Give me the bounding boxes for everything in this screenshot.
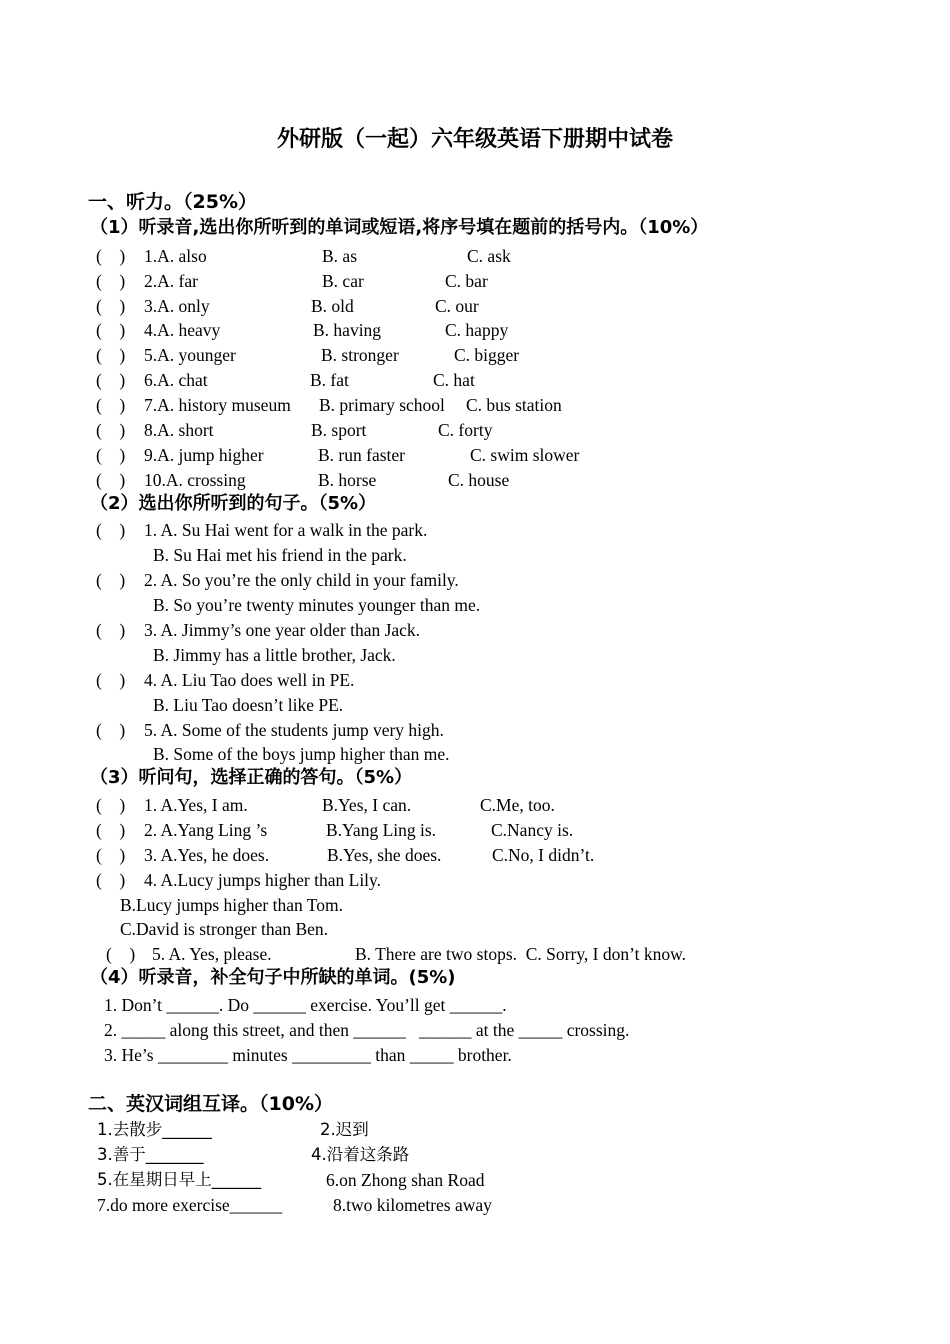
option-b: B. having bbox=[313, 320, 382, 340]
answer-bracket[interactable]: ( ) bbox=[96, 570, 126, 590]
answer-bracket[interactable]: ( ) bbox=[106, 944, 136, 964]
fill-blank-line: 3. He’s ________ minutes _________ than _____ brother. bbox=[104, 1045, 512, 1065]
option-c: C.David is stronger than Ben. bbox=[120, 919, 329, 939]
answer-bracket[interactable]: ( ) bbox=[96, 445, 126, 465]
option-c: C. ask bbox=[467, 246, 511, 266]
translation-item: 3.善于_______ bbox=[97, 1145, 204, 1164]
answer-bracket[interactable]: ( ) bbox=[96, 345, 126, 365]
option-a: 3. A.Yes, he does. bbox=[144, 845, 270, 865]
option-b: B.Yes, she does. bbox=[327, 845, 442, 865]
option-b: B.Yang Ling is. bbox=[326, 820, 437, 840]
translation-item: 2.迟到 bbox=[320, 1120, 369, 1139]
option-b: B. car bbox=[322, 271, 364, 291]
option-a: 4.A. heavy bbox=[144, 320, 221, 340]
answer-bracket[interactable]: ( ) bbox=[96, 470, 126, 490]
option-c: C.Nancy is. bbox=[491, 820, 574, 840]
translation-item: 7.do more exercise______ bbox=[97, 1195, 283, 1215]
answer-bracket[interactable]: ( ) bbox=[96, 620, 126, 640]
part-4-heading: （4）听录音，补全句子中所缺的单词。(5%) bbox=[90, 967, 456, 988]
option-b: B. as bbox=[322, 246, 357, 266]
option-c: C. bus station bbox=[466, 395, 562, 415]
sentence-b: B. So you’re twenty minutes younger than me. bbox=[153, 595, 481, 615]
answer-bracket[interactable]: ( ) bbox=[96, 720, 126, 740]
answer-bracket[interactable]: ( ) bbox=[96, 246, 126, 266]
option-a: 7.A. history museum bbox=[144, 395, 291, 415]
sentence-a: 1. A. Su Hai went for a walk in the park. bbox=[144, 520, 428, 540]
option-c: C. hat bbox=[433, 370, 475, 390]
section-2-heading: 二、英汉词组互译。（10%） bbox=[88, 1093, 333, 1115]
option-a: 5. A. Yes, please. bbox=[152, 944, 272, 964]
sentence-b: B. Liu Tao doesn’t like PE. bbox=[153, 695, 344, 715]
answer-bracket[interactable]: ( ) bbox=[96, 271, 126, 291]
option-b: B. run faster bbox=[318, 445, 405, 465]
translation-item: 1.去散步______ bbox=[97, 1120, 212, 1139]
option-c: C. happy bbox=[445, 320, 509, 340]
option-c: C. forty bbox=[438, 420, 493, 440]
answer-bracket[interactable]: ( ) bbox=[96, 870, 126, 890]
option-a: 4. A.Lucy jumps higher than Lily. bbox=[144, 870, 382, 890]
part-1-heading: （1）听录音,选出你所听到的单词或短语,将序号填在题前的括号内。（10%） bbox=[90, 217, 709, 238]
option-b: B. primary school bbox=[319, 395, 445, 415]
option-a: 2.A. far bbox=[144, 271, 198, 291]
fill-blank-line: 1. Don’t ______. Do ______ exercise. You’ll get ______. bbox=[104, 995, 507, 1015]
option-c: C. bigger bbox=[454, 345, 520, 365]
option-a: 9.A. jump higher bbox=[144, 445, 264, 465]
answer-bracket[interactable]: ( ) bbox=[96, 520, 126, 540]
translation-item: 5.在星期日早上______ bbox=[97, 1170, 262, 1189]
sentence-b: B. Some of the boys jump higher than me. bbox=[153, 744, 450, 764]
option-a: 5.A. younger bbox=[144, 345, 236, 365]
fill-blank-line: 2. _____ along this street, and then ______ ______ at the _____ crossing. bbox=[104, 1020, 630, 1040]
option-c: C.Me, too. bbox=[480, 795, 555, 815]
answer-bracket[interactable]: ( ) bbox=[96, 320, 126, 340]
sentence-a: 5. A. Some of the students jump very high. bbox=[144, 720, 444, 740]
option-a: 6.A. chat bbox=[144, 370, 208, 390]
option-c: C. house bbox=[448, 470, 510, 490]
sentence-a: 3. A. Jimmy’s one year older than Jack. bbox=[144, 620, 421, 640]
part-2-heading: （2）选出你所听到的句子。（5%） bbox=[90, 493, 377, 514]
option-b: B.Yes, I can. bbox=[322, 795, 412, 815]
answer-bracket[interactable]: ( ) bbox=[96, 420, 126, 440]
option-c: C. swim slower bbox=[470, 445, 580, 465]
answer-bracket[interactable]: ( ) bbox=[96, 845, 126, 865]
page-title: 外研版（一起）六年级英语下册期中试卷 bbox=[276, 127, 673, 152]
option-c: C. our bbox=[435, 296, 479, 316]
option-a: 1. A.Yes, I am. bbox=[144, 795, 248, 815]
option-a: 1.A. also bbox=[144, 246, 207, 266]
sentence-a: 4. A. Liu Tao does well in PE. bbox=[144, 670, 355, 690]
translation-item: 6.on Zhong shan Road bbox=[326, 1170, 485, 1190]
option-bc: B. There are two stops. C. Sorry, I don’t know. bbox=[355, 944, 687, 964]
option-a: 10.A. crossing bbox=[144, 470, 246, 490]
part-3-heading: （3）听问句，选择正确的答句。（5%） bbox=[90, 767, 413, 788]
sentence-b: B. Jimmy has a little brother, Jack. bbox=[153, 645, 396, 665]
option-b: B. old bbox=[311, 296, 354, 316]
option-a: 3.A. only bbox=[144, 296, 210, 316]
option-a: 8.A. short bbox=[144, 420, 214, 440]
sentence-a: 2. A. So you’re the only child in your family. bbox=[144, 570, 459, 590]
answer-bracket[interactable]: ( ) bbox=[96, 395, 126, 415]
option-c: C.No, I didn’t. bbox=[492, 845, 595, 865]
option-a: 2. A.Yang Ling ’s bbox=[144, 820, 268, 840]
option-b: B. fat bbox=[310, 370, 349, 390]
option-c: C. bar bbox=[445, 271, 488, 291]
option-b: B. stronger bbox=[321, 345, 399, 365]
sentence-b: B. Su Hai met his friend in the park. bbox=[153, 545, 407, 565]
option-b: B.Lucy jumps higher than Tom. bbox=[120, 895, 344, 915]
option-b: B. sport bbox=[311, 420, 367, 440]
answer-bracket[interactable]: ( ) bbox=[96, 670, 126, 690]
section-1-heading: 一、听力。（25%） bbox=[88, 191, 257, 213]
answer-bracket[interactable]: ( ) bbox=[96, 296, 126, 316]
option-b: B. horse bbox=[318, 470, 377, 490]
translation-item: 4.沿着这条路 bbox=[311, 1145, 410, 1164]
answer-bracket[interactable]: ( ) bbox=[96, 370, 126, 390]
answer-bracket[interactable]: ( ) bbox=[96, 795, 126, 815]
translation-item: 8.two kilometres away bbox=[333, 1195, 492, 1215]
answer-bracket[interactable]: ( ) bbox=[96, 820, 126, 840]
